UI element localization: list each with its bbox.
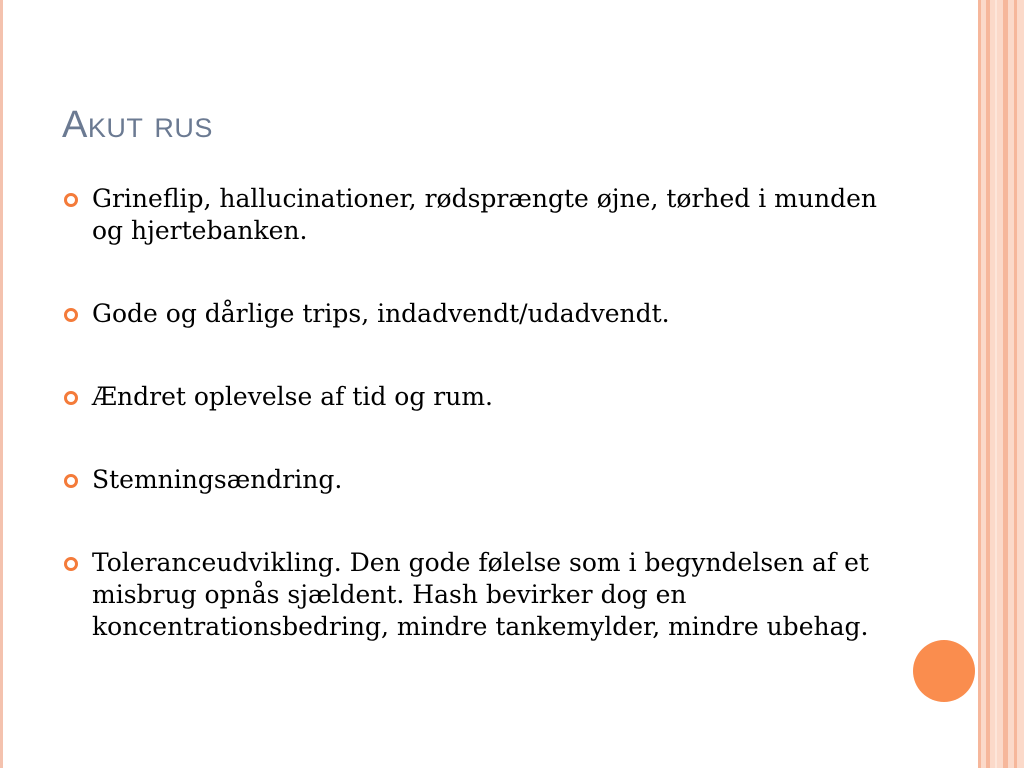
bullet-text: Ændret oplevelse af tid og rum. — [92, 382, 494, 411]
accent-circle — [913, 640, 975, 702]
bullet-text: Gode og dårlige trips, indadvendt/udadvendt. — [92, 299, 670, 328]
bullet-text: Stemningsændring. — [92, 465, 343, 494]
decorative-stripe — [986, 0, 990, 768]
bullet-circle-icon — [64, 474, 78, 488]
right-decorative-panel — [978, 0, 1024, 768]
bullet-text: Grineflip, hallucinationer, rødsprængte øjne, tørhed i munden og hjertebanken. — [92, 184, 877, 245]
bullet-circle-icon — [64, 557, 78, 571]
bullet-circle-icon — [64, 193, 78, 207]
decorative-stripe — [1014, 0, 1017, 768]
bullet-text: Toleranceudvikling. Den gode følelse som i begyndelsen af et misbrug opnås sjældent. Hash bevirker dog en koncentrationsbedring, mindre tankemylder, mindre ubehag. — [92, 548, 869, 641]
bullet-item — [62, 547, 892, 643]
bullet-item — [62, 298, 892, 330]
bullet-list — [62, 183, 892, 643]
bullet-circle-icon — [64, 391, 78, 405]
decorative-stripe — [978, 0, 981, 768]
decorative-stripe — [1003, 0, 1008, 768]
bullet-item — [62, 183, 892, 247]
bullet-circle-icon — [64, 308, 78, 322]
left-border — [0, 0, 3, 768]
slide-title: Akut rus — [62, 104, 213, 146]
decorative-stripe — [995, 0, 997, 768]
bullet-item — [62, 464, 892, 496]
bullet-item — [62, 381, 892, 413]
